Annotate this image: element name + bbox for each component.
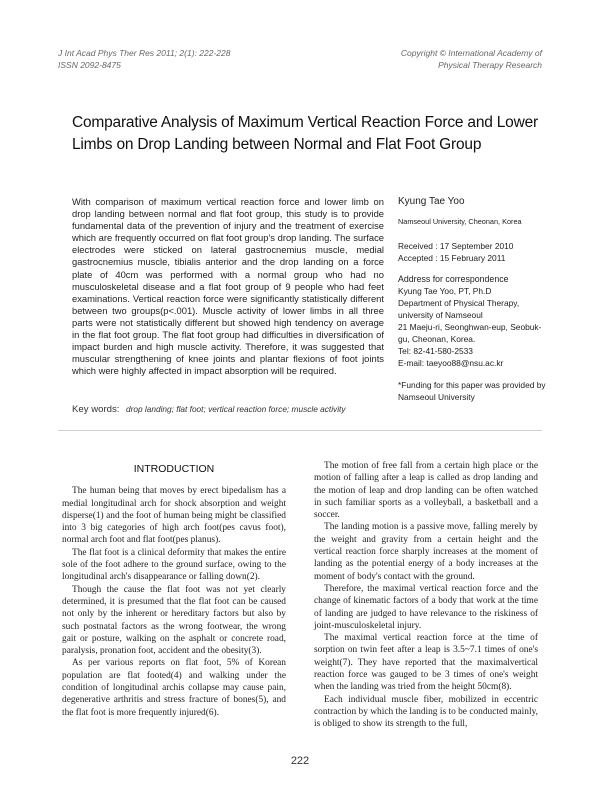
keywords-list: drop landing; flat foot; vertical reaction force; muscle activity	[125, 404, 346, 414]
paragraph: The human being that moves by erect bipedalism has a medial longitudinal arch for shock absorption and weight disperse(1) and the foot of human being might be classified into 3 big categories of high arch foot(pes cavus foot), normal arch foot and flat foot(pes planus).	[62, 486, 286, 546]
author-name: Kyung Tae Yoo	[398, 196, 465, 207]
title-line: Comparative Analysis of Maximum Vertical Reaction Force and Lower	[72, 114, 538, 131]
issn-line: ISSN 2092-8475	[58, 60, 121, 70]
paragraph: Therefore, the maximal vertical reaction force and the change of kinematic factors of a body that work at the time of landing are judged to have relevance to the riskiness of joint-musculoskeletal injury.	[314, 583, 538, 631]
page-number: 222	[290, 755, 310, 767]
correspondence-heading: Address for correspondence	[398, 274, 509, 284]
paragraph: The flat foot is a clinical deformity that makes the entire sole of the foot adhere to the ground surface, owing to the longitudinal arch's disappearance or falling down(2).	[62, 547, 286, 583]
keywords	[72, 404, 542, 415]
funding-note: *Funding for this paper was provided by Namseoul University	[398, 380, 546, 402]
correspondence-department: Department of Physical Therapy, university of Namseoul	[398, 298, 520, 320]
paragraph: The landing motion is a passive move, falling merely by the weight and gravity from a certain height and the vertical reaction force sharply increases at the moment of landing as the potential energy of a body increases at the moment of body's contact with the ground.	[314, 522, 538, 582]
accepted-date: Accepted : 15 February 2011	[398, 253, 506, 263]
paragraph: As per various reports on flat foot, 5% of Korean population are flat footed(4) and walking under the condition of longitudinal archis collapse may cause pain, degenerative arthritis and stress fracture of bones(5), and the flat foot is more frequently injured(6).	[62, 658, 286, 718]
body-column-right	[314, 460, 538, 731]
section-heading: INTRODUCTION	[133, 463, 215, 475]
copyright-line: Physical Therapy Research	[438, 60, 542, 70]
title-line: Limbs on Drop Landing between Normal and Flat Foot Group	[72, 136, 482, 153]
paragraph: Though the cause the flat foot was not yet clearly determined, it is presumed that the flat foot can be caused not only by the inherent or hereditary factors but also by such postnatal factors as the wrong footwear, the wrong gait or posture, walking on the asphalt or concrete road, paralysis, pronation foot, accident and the obesity(3).	[62, 584, 286, 657]
section-divider	[58, 430, 542, 431]
journal-line: J Int Acad Phys Ther Res 2011; 2(1): 222-228	[58, 48, 231, 58]
email: E-mail: taeyoo88@nsu.ac.kr	[398, 358, 504, 368]
received-date: Received : 17 September 2010	[398, 241, 514, 251]
paragraph: The maximal vertical reaction force at the time of sorption on twin feet after a leap is 3.5~7.1 times of one's weight(7). They have reported that the maximalvertical reaction force was gauged to be 3 times of one's weight when the landing was tried from the height 50cm(8).	[314, 633, 538, 693]
author-affiliation: Namseoul University, Cheonan, Korea	[398, 217, 522, 226]
abstract: With comparison of maximum vertical reaction force and lower limb on drop landing between normal and flat foot group, this study is to provide fundamental data of the prevention of injury and the treatment of exercise which are frequently occurred on flat foot group's drop landing. The surface electrodes were sticked on lateral gastrocnemius muscle, medial gastrocnemius muscle, tibialis anterior and the drop landing on a force plate of 40cm was performed with a normal group who had no musculoskeletal disease and a flat foot group of 9 people who had feet examinations. Vertical reaction force were significantly statistically different between two groups(p<.001). Muscle activity of lower limbs in all three parts were not statistically different but showed high tendency on average in the flat foot group. The flat foot group had difficulties in diversification of impact burden and high muscle activity. Therefore, it was suggested that muscular strengthening of knee joints and plantar flexions of foot joints which were highly affected in impact absorption will be required.	[72, 196, 384, 377]
body-column-left	[62, 460, 286, 719]
correspondence-address: 21 Maeju-ri, Seonghwan-eup, Seobuk-gu, Cheonan, Korea.	[398, 322, 542, 344]
paragraph: The motion of free fall from a certain high place or the motion of falling after a leap is called as drop landing and the motion of leap and drop landing can be often watched in such familiar sports as a volleyball, a basketball and a soccer.	[314, 461, 538, 521]
journal-citation	[58, 47, 230, 71]
publication-dates	[398, 240, 548, 264]
paragraph: Each individual muscle fiber, mobilized in eccentric contraction by which the landing is to be conducted mainly, is obliged to show its strength to the full,	[314, 694, 538, 730]
keywords-label: Key words:	[72, 404, 120, 415]
telephone: Tel: 82-41-580-2533	[398, 346, 473, 356]
correspondence-name: Kyung Tae Yoo, PT, Ph.D	[398, 286, 492, 296]
copyright-notice	[401, 47, 542, 71]
author-info	[398, 196, 548, 403]
copyright-line: Copyright © International Academy of	[400, 48, 542, 58]
paper-title	[72, 112, 542, 156]
correspondence-block	[398, 273, 548, 369]
